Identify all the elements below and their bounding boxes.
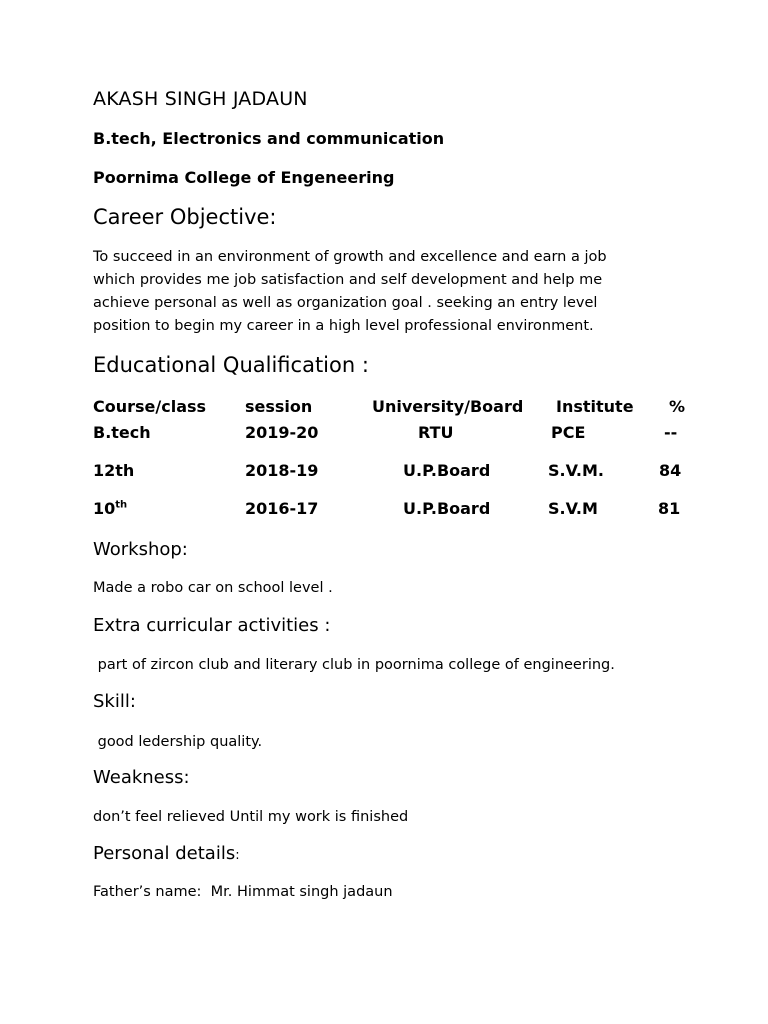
skill-heading: Skill: [93,691,136,712]
course-ordinal-suffix: th [115,499,128,511]
board-cell: RTU [418,423,454,442]
session-cell: 2016-17 [245,499,319,518]
weakness-heading: Weakness: [93,767,190,788]
institute-cell: S.V.M [548,499,598,518]
objective-line: achieve personal as well as organization goal . seeking an entry level [93,295,598,311]
college-line: Poornima College of Engeneering [93,168,395,187]
percent-cell: -- [664,423,678,442]
board-cell: U.P.Board [403,499,491,518]
skill-text: good ledership quality. [93,734,263,750]
candidate-name: AKASH SINGH JADAUN [93,88,308,110]
personal-details-title: Personal details [93,843,236,864]
session-cell: 2018-19 [245,461,319,480]
course-cell [93,499,127,518]
career-objective-text [93,246,733,338]
workshop-heading: Workshop: [93,539,188,560]
objective-line: position to begin my career in a high level professional environment. [93,318,594,334]
column-header-percent: % [669,397,686,416]
extra-curricular-text: part of zircon club and literary club in poornima college of engineering. [93,657,615,673]
table-row [0,499,768,523]
weakness-text: don’t feel relieved Until my work is finished [93,809,409,825]
course-number: 10 [93,499,116,518]
education-heading: Educational Qualification : [93,353,369,377]
table-row [0,423,768,447]
column-header-board: University/Board [372,397,524,416]
personal-details-heading [93,843,240,864]
objective-line: which provides me job satisfaction and self development and help me [93,272,603,288]
column-header-course: Course/class [93,397,207,416]
education-table-header [0,397,768,421]
institute-cell: PCE [551,423,586,442]
percent-cell: 84 [659,461,682,480]
father-name-line [93,881,393,904]
course-cell: 12th [93,461,135,480]
table-row [0,461,768,485]
session-cell: 2019-20 [245,423,319,442]
course-cell: B.tech [93,423,151,442]
objective-line: To succeed in an environment of growth and excellence and earn a job [93,249,607,265]
father-name-label: Father’s name: [93,884,202,900]
degree-line: B.tech, Electronics and communication [93,129,445,148]
workshop-text: Made a robo car on school level . [93,580,333,596]
extra-curricular-heading: Extra curricular activities : [93,615,331,636]
percent-cell: 81 [658,499,681,518]
institute-cell: S.V.M. [548,461,604,480]
father-name-value: Mr. Himmat singh jadaun [201,884,393,900]
personal-details-colon: : [235,848,240,863]
column-header-institute: Institute [556,397,634,416]
column-header-session: session [245,397,313,416]
board-cell: U.P.Board [403,461,491,480]
career-objective-heading: Career Objective: [93,205,277,229]
